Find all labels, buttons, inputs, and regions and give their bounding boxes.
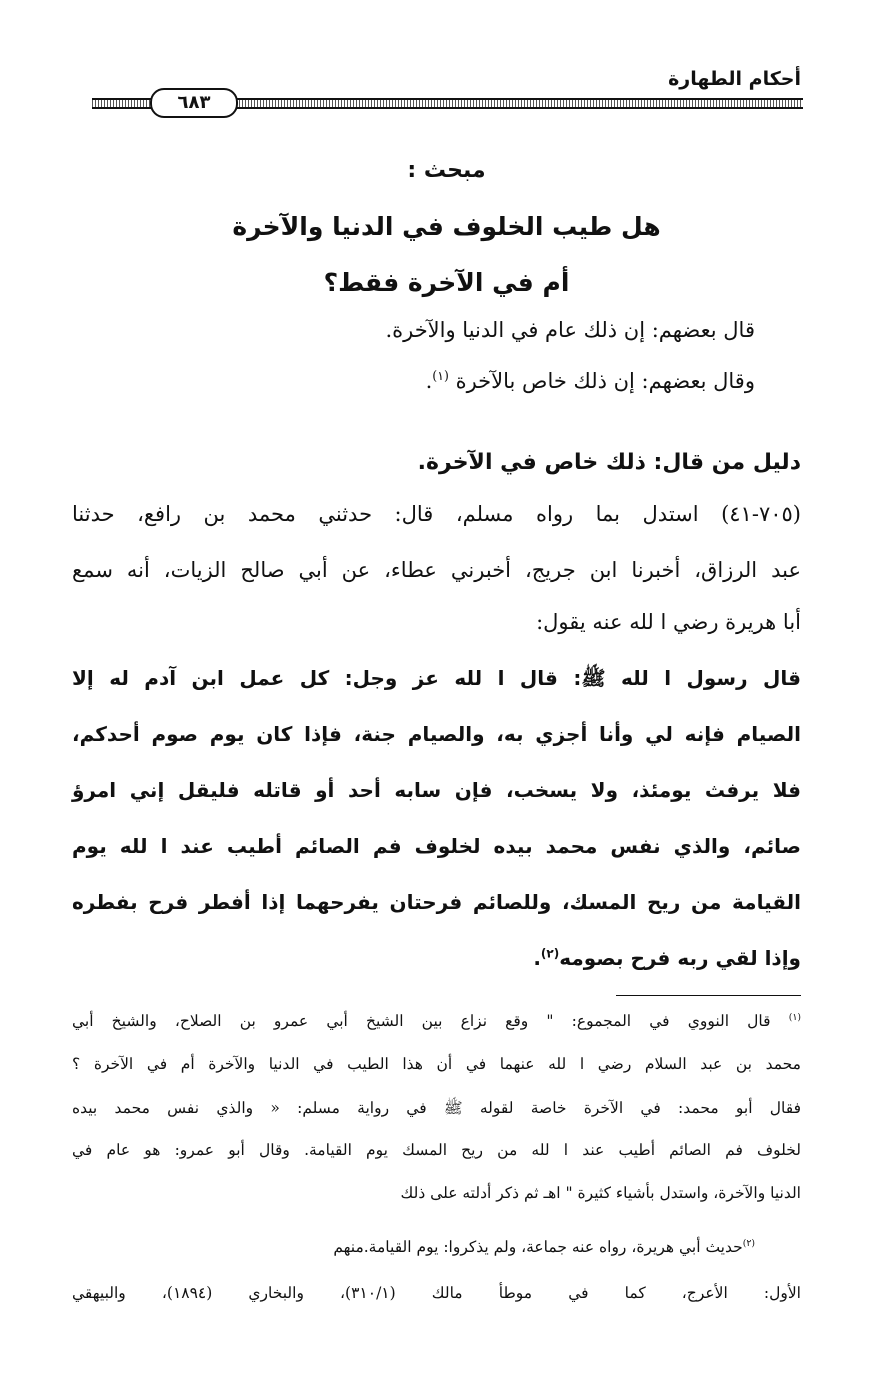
opinion-1: قال بعضهم: إن ذلك عام في الدنيا والآخرة. bbox=[385, 318, 755, 342]
footnote-1-line-5: الدنيا والآخرة، واستدل بأشياء كثيرة " اهـ ثم ذكر أدلته على ذلك bbox=[400, 1184, 801, 1202]
footnote-1-line-1 bbox=[72, 1012, 801, 1030]
footnote-2-line-1-text: حديث أبي هريرة، رواه عنه جماعة، ولم يذكروا: يوم القيامة.منهم bbox=[333, 1238, 743, 1257]
isnad-line-2: عبد الرزاق، أخبرنا ابن جريج، أخبرني عطاء، عن أبي صالح الزيات، أنه سمع bbox=[72, 558, 801, 582]
opinion-2-end: . bbox=[425, 369, 433, 393]
footnote-ref-2: (٢) bbox=[540, 946, 560, 961]
footnote-1-line-1-text: قال النووي في المجموع: " وقع نزاع بين الشيخ أبي عمرو بن الصلاح، والشيخ أبي bbox=[72, 1012, 771, 1031]
opinion-2 bbox=[426, 368, 755, 393]
title-line-2: أم في الآخرة فقط؟ bbox=[323, 268, 570, 297]
footnote-2-line-1 bbox=[333, 1238, 755, 1256]
hadith-line-1: قال رسول ا لله ﷺ: قال ا لله عز وجل: كل عمل ابن آدم له إلا bbox=[72, 666, 801, 690]
footnote-2-line-2: الأول: الأعرج، كما في موطأ مالك (٣١٠/١)، والبخاري (١٨٩٤)، والبيهقي bbox=[72, 1284, 801, 1302]
hadith-line-6-text: وإذا لقي ربه فرح بصومه bbox=[559, 946, 801, 970]
hadith-line-4: صائم، والذي نفس محمد بيده لخلوف فم الصائم أطيب عند ا لله يوم bbox=[72, 834, 801, 858]
opinion-2-text: وقال بعضهم: إن ذلك خاص بالآخرة bbox=[455, 369, 755, 393]
topic-heading: مبحث : bbox=[407, 158, 486, 183]
running-title: أحكام الطهارة bbox=[668, 68, 801, 90]
hadith-line-5: القيامة من ريح المسك، وللصائم فرحتان يفرحهما إذا أفطر فرح بفطره bbox=[72, 890, 801, 914]
footnote-1-marker: (١) bbox=[788, 1012, 801, 1023]
hadith-line-3: فلا يرفث يومئذ، ولا يسخب، فإن سابه أحد أو قاتله فليقل إني امرؤ bbox=[72, 778, 801, 802]
footnote-rule bbox=[616, 995, 801, 996]
isnad-line-1: (٧٠٥-٤١) استدل بما رواه مسلم، قال: حدثني محمد بن رافع، حدثنا bbox=[72, 502, 801, 526]
hadith-line-6-end: . bbox=[533, 946, 541, 970]
footnote-1-line-2: محمد بن عبد السلام رضي ا لله عنهما في أن هذا الطيب في الدنيا والآخرة أم في الآخرة ؟ bbox=[72, 1055, 801, 1073]
hadith-line-6 bbox=[533, 946, 801, 970]
footnote-1-line-3: فقال أبو محمد: في الآخرة خاصة لقوله ﷺ في رواية مسلم: « والذي نفس محمد بيده bbox=[72, 1099, 801, 1117]
footnote-2-marker: (٢) bbox=[742, 1238, 755, 1249]
footnote-1-line-4: لخلوف فم الصائم أطيب عند ا لله من ريح المسك يوم القيامة. وقال أبو عمرو: هو عام في bbox=[72, 1141, 801, 1159]
hadith-line-2: الصيام فإنه لي وأنا أجزي به، والصيام جنة، فإذا كان يوم صوم أحدكم، bbox=[72, 722, 801, 746]
section-title: دليل من قال: ذلك خاص في الآخرة. bbox=[417, 450, 801, 475]
page-number: ٦٨٣ bbox=[150, 88, 238, 118]
title-line-1: هل طيب الخلوف في الدنيا والآخرة bbox=[232, 212, 661, 241]
isnad-line-3: أبا هريرة رضي ا لله عنه يقول: bbox=[536, 610, 801, 634]
footnote-ref-1: (١) bbox=[432, 368, 449, 383]
